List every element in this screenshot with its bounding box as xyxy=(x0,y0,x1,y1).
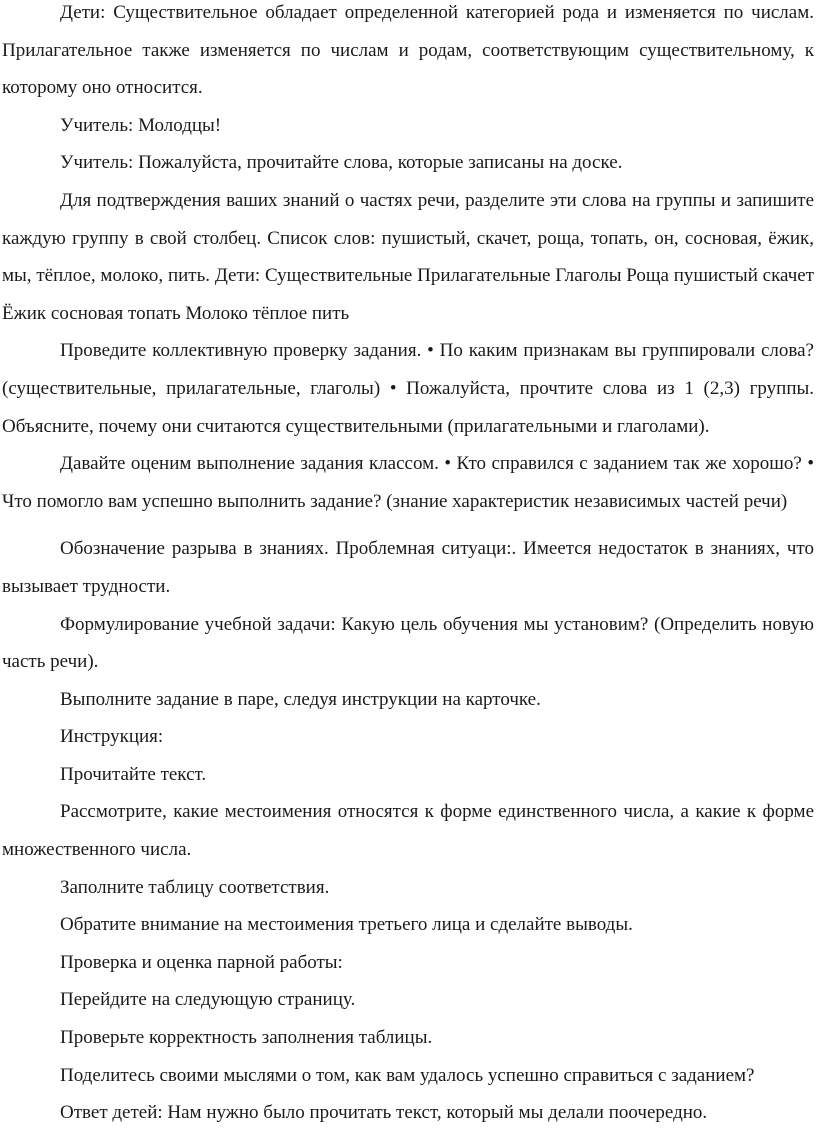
paragraph-teacher-praise: Учитель: Молодцы! xyxy=(60,114,222,136)
paragraph-fill-table: Заполните таблицу соответствия. xyxy=(60,876,330,898)
paragraph-class-evaluation: Давайте оценим выполнение задания классом. • Кто справился с заданием так же хорошо? • Что помогло вам успешно выполнить задание? (знание характеристик независимых частей речи) xyxy=(2,453,814,512)
paragraph-children-answer-noun: Дети: Существительное обладает определенной категорией рода и изменяется по числам. Прилагательное также изменяется по числам и родам, соответствующим существительному, к которому оно относится. xyxy=(2,2,814,99)
paragraph-teacher-read-board: Учитель: Пожалуйста, прочитайте слова, которые записаны на доске. xyxy=(60,152,623,174)
paragraph-third-person: Обратите внимание на местоимения третьего лица и сделайте выводы. xyxy=(60,914,633,936)
paragraph-pair-check-heading: Проверка и оценка парной работы: xyxy=(60,951,343,973)
paragraph-check-table: Проверьте корректность заполнения таблицы. xyxy=(60,1027,433,1049)
paragraph-next-page: Перейдите на следующую страницу. xyxy=(60,989,356,1011)
paragraph-collective-check: Проведите коллективную проверку задания. • По каким признакам вы группировали слова? (существительные, прилагательные, глаголы) • Пожалуйста, прочтите слова из 1 (2,3) группы. Объясните, почему они считаются существительными (прилагательными и глаголами). xyxy=(2,340,814,437)
paragraph-children-reply: Ответ детей: Нам нужно было прочитать текст, который мы делали поочередно. xyxy=(60,1102,708,1124)
paragraph-share-thoughts: Поделитесь своими мыслями о том, как вам удалось успешно справиться с заданием? xyxy=(60,1064,755,1086)
paragraph-word-groups-task: Для подтверждения ваших знаний о частях речи, разделите эти слова на группы и запишите каждую группу в свой столбец. Список слов: пушистый, скачет, роща, топать, он, сосновая, ёжик, мы, тёплое, молоко, пить. Дети: Существительные Прилагательные Глаголы Роща пушистый скачет Ёжик сосновая топать Молоко тёплое пить xyxy=(2,189,814,324)
paragraph-pronouns-number: Рассмотрите, какие местоимения относятся к форме единственного числа, а какие к форме множественного числа. xyxy=(2,801,814,861)
paragraph-instruction-heading: Инструкция: xyxy=(60,726,164,748)
paragraph-learning-task: Формулирование учебной задачи: Какую цель обучения мы установим? (Определить новую часть речи). xyxy=(2,613,814,673)
paragraph-pair-work: Выполните задание в паре, следуя инструкции на карточке. xyxy=(60,688,541,710)
paragraph-knowledge-gap: Обозначение разрыва в знаниях. Проблемная ситуаци:. Имеется недостаток в знаниях, что вызывает трудности. xyxy=(2,538,814,597)
paragraph-read-text: Прочитайте текст. xyxy=(60,763,207,785)
